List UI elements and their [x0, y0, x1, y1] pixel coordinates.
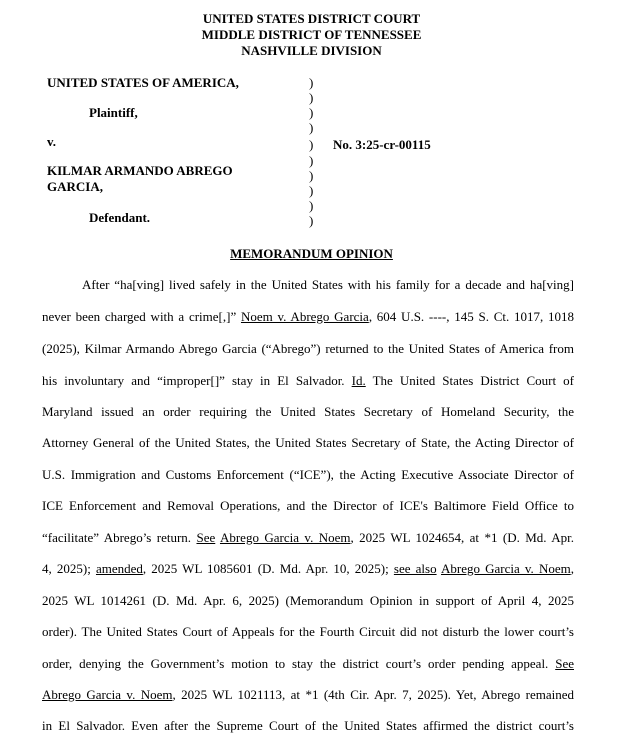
- case-number: No. 3:25-cr-00115: [333, 137, 431, 152]
- body-text: The United States District Court of: [365, 373, 574, 388]
- defendant-name-line2: GARCIA,: [47, 179, 103, 194]
- body-text: order, denying the Government’s motion to stay the district court’s order pending appeal.: [42, 656, 556, 671]
- body-line: Attorney General of the United States, the United States Secretary of State, the Acting Director of: [42, 435, 574, 450]
- court-division: NASHVILLE DIVISION: [241, 43, 382, 58]
- body-line: [42, 373, 574, 389]
- citation-signal: see also: [393, 561, 437, 576]
- caption-paren: ): [309, 153, 314, 168]
- caption-paren: ): [309, 183, 314, 198]
- body-line: (2025), Kilmar Armando Abrego Garcia (“Abrego”) returned to the United States of America from: [42, 341, 574, 356]
- body-line: order). The United States Court of Appeals for the Fourth Circuit did not disturb the lower court’s: [42, 624, 574, 639]
- caption-paren: ): [309, 213, 314, 228]
- court-district: MIDDLE DISTRICT OF TENNESSEE: [201, 27, 422, 42]
- citation-signal: Id.: [351, 373, 366, 388]
- body-line: [42, 687, 574, 703]
- body-text: , 2025 WL 1085601 (D. Md. Apr. 10, 2025);: [142, 561, 394, 576]
- citation-signal: See: [555, 656, 574, 671]
- body-line: Maryland issued an order requiring the United States Secretary of Homeland Security, the: [42, 404, 574, 419]
- caption-paren: ): [309, 120, 314, 135]
- body-text: never been charged with a crime[,]”: [42, 309, 241, 324]
- versus: v.: [47, 134, 57, 149]
- body-text: , 2025 WL 1024654, at *1 (D. Md. Apr.: [350, 530, 574, 545]
- body-text: 4, 2025);: [42, 561, 96, 576]
- caption-paren: ): [309, 90, 314, 105]
- body-text: “facilitate” Abrego’s return.: [42, 530, 197, 545]
- body-line: ICE Enforcement and Removal Operations, and the Director of ICE's Baltimore Field Office to: [42, 498, 574, 513]
- caption-paren: ): [309, 137, 314, 152]
- case-citation: Abrego Garcia v. Noem: [42, 687, 173, 702]
- body-text: his involuntary and “improper[]” stay in El Salvador.: [42, 373, 352, 388]
- body-line: [42, 561, 574, 577]
- case-citation: Noem v. Abrego Garcia: [240, 309, 369, 324]
- body-text: , 2025 WL 1021113, at *1 (4th Cir. Apr. 7, 2025). Yet, Abrego remained: [172, 687, 574, 702]
- court-name: UNITED STATES DISTRICT COURT: [202, 11, 421, 26]
- body-line: [42, 656, 574, 672]
- body-line: [42, 309, 574, 325]
- document-title: MEMORANDUM OPINION: [230, 246, 393, 261]
- body-line: [42, 530, 574, 546]
- caption-paren: ): [309, 198, 314, 213]
- case-citation: Abrego Garcia v. Noem: [219, 530, 351, 545]
- body-line: 2025 WL 1014261 (D. Md. Apr. 6, 2025) (Memorandum Opinion in support of April 4, 2025: [42, 593, 574, 608]
- body-line: U.S. Immigration and Customs Enforcement (“ICE”), the Acting Executive Associate Director of: [42, 467, 574, 482]
- body-line: After “ha[ving] lived safely in the United States with his family for a decade and ha[ving]: [82, 277, 574, 292]
- citation-signal: amended: [95, 561, 143, 576]
- body-line: in El Salvador. Even after the Supreme Court of the United States affirmed the district court’s: [42, 718, 574, 733]
- caption-paren: ): [309, 105, 314, 120]
- plaintiff-role: Plaintiff,: [89, 105, 138, 120]
- defendant-role: Defendant.: [89, 210, 151, 225]
- body-text: ,: [570, 561, 574, 576]
- plaintiff-name: UNITED STATES OF AMERICA,: [47, 75, 239, 90]
- body-text: , 604 U.S. ----, 145 S. Ct. 1017, 1018: [368, 309, 575, 324]
- defendant-name-line1: KILMAR ARMANDO ABREGO: [47, 163, 233, 178]
- caption-paren: ): [309, 75, 314, 90]
- caption-paren: ): [309, 168, 314, 183]
- case-citation: Abrego Garcia v. Noem: [441, 561, 571, 576]
- citation-signal: See: [196, 530, 216, 545]
